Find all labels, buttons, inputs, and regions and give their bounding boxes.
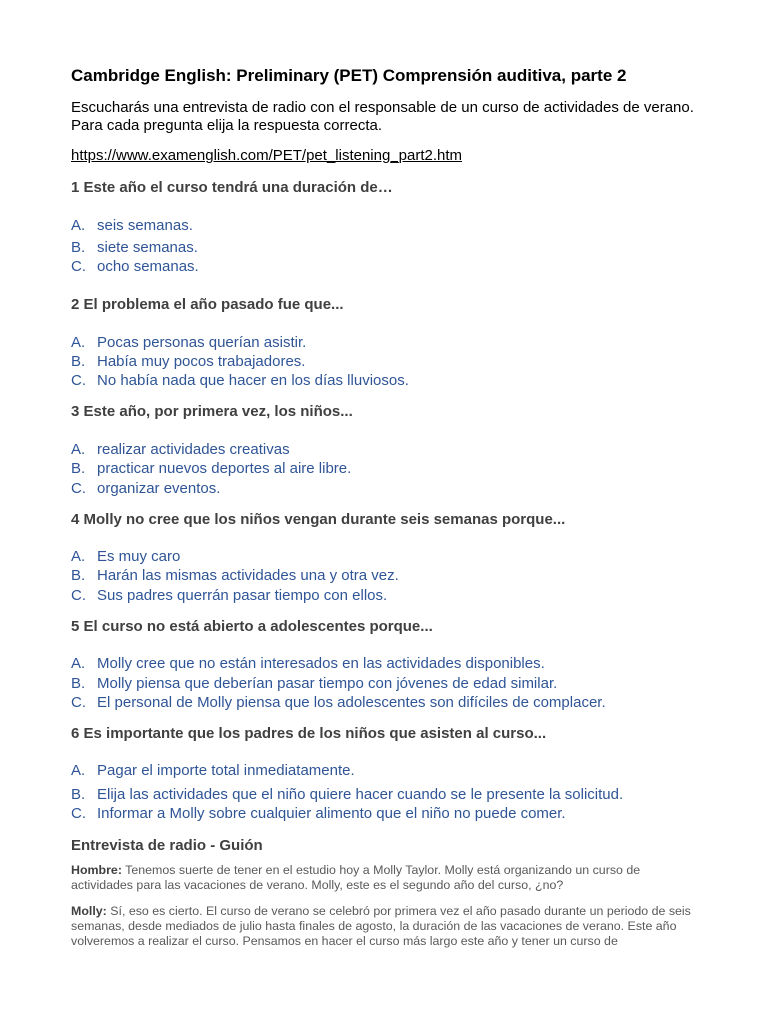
exam-link[interactable]: https://www.examenglish.com/PET/pet_listening_part2.htm: [71, 147, 463, 164]
script-paragraph-2: Molly: Sí, eso es cierto. El curso de verano se celebró por primera vez el año pasado durante un periodo de seis semanas, desde mediados de julio hasta finales de agosto, la duración de las vacaciones de verano. Este año volveremos a realizar el curso. Pensamos en hacer el curso más largo este año y tener un curso de: [71, 904, 691, 948]
question-3: 3 Este año, por primera vez, los niños...: [71, 403, 353, 420]
question-4: 4 Molly no cree que los niños vengan durante seis semanas porque...: [71, 511, 566, 528]
question-6: 6 Es importante que los padres de los niños que asisten al curso...: [71, 725, 547, 742]
intro-paragraph: Escucharás una entrevista de radio con el responsable de un curso de actividades de verano. Para cada pregunta elija la respuesta correcta.: [71, 99, 694, 134]
option-6a[interactable]: A. Pagar el importe total inmediatamente.: [71, 762, 355, 779]
question-2: 2 El problema el año pasado fue que...: [71, 296, 344, 313]
script-paragraph-1: Hombre: Tenemos suerte de tener en el estudio hoy a Molly Taylor. Molly está organizando un curso de actividades para las vacaciones de verano. Molly, este es el segundo año del curso, ¿no?: [71, 863, 641, 892]
option-3b[interactable]: B. practicar nuevos deportes al aire libre.: [71, 460, 352, 477]
option-2b[interactable]: B. Había muy pocos trabajadores.: [71, 353, 306, 370]
option-3a[interactable]: A. realizar actividades creativas: [71, 441, 290, 458]
option-5a[interactable]: A. Molly cree que no están interesados en las actividades disponibles.: [71, 655, 545, 672]
question-5: 5 El curso no está abierto a adolescentes porque...: [71, 618, 433, 635]
script-heading: Entrevista de radio - Guión: [71, 837, 263, 854]
option-1b[interactable]: B. siete semanas.: [71, 239, 198, 256]
option-6b[interactable]: B. Elija las actividades que el niño quiere hacer cuando se le presente la solicitud.: [71, 786, 624, 803]
option-4a[interactable]: A. Es muy caro: [71, 548, 181, 565]
option-1c[interactable]: C. ocho semanas.: [71, 258, 199, 275]
option-2a[interactable]: A. Pocas personas querían asistir.: [71, 334, 307, 351]
option-1a[interactable]: A. seis semanas.: [71, 217, 193, 234]
option-6c[interactable]: C. Informar a Molly sobre cualquier alimento que el niño no puede comer.: [71, 805, 566, 822]
option-4b[interactable]: B. Harán las mismas actividades una y otra vez.: [71, 567, 399, 584]
option-5b[interactable]: B. Molly piensa que deberían pasar tiempo con jóvenes de edad similar.: [71, 675, 558, 692]
speaker-label: Hombre:: [71, 863, 122, 877]
speaker-label: Molly:: [71, 904, 107, 918]
option-3c[interactable]: C. organizar eventos.: [71, 480, 221, 497]
option-4c[interactable]: C. Sus padres querrán pasar tiempo con ellos.: [71, 587, 388, 604]
option-5c[interactable]: C. El personal de Molly piensa que los adolescentes son difíciles de complacer.: [71, 694, 606, 711]
document-title: Cambridge English: Preliminary (PET) Comprensión auditiva, parte 2: [71, 66, 627, 85]
option-2c[interactable]: C. No había nada que hacer en los días lluviosos.: [71, 372, 409, 389]
question-1: 1 Este año el curso tendrá una duración de…: [71, 179, 393, 196]
